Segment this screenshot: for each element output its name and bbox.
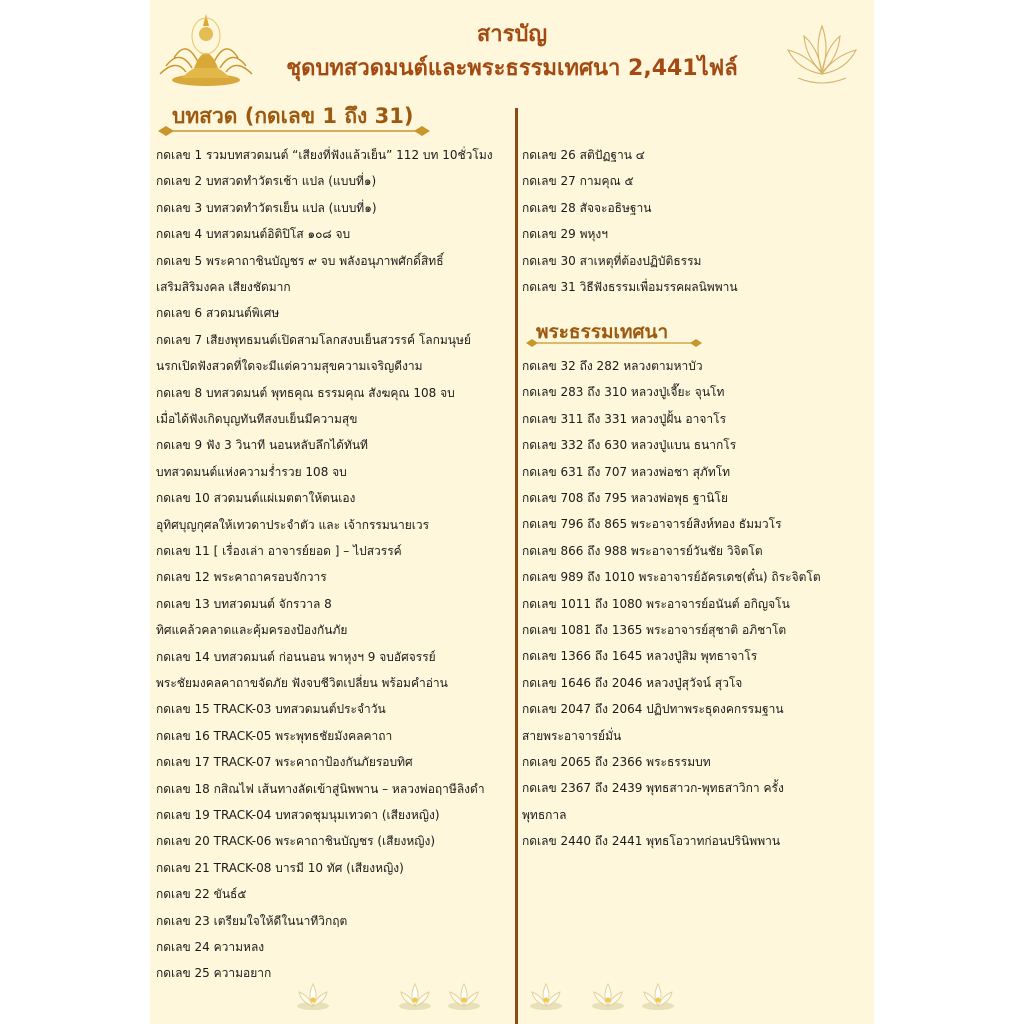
toc-page (150, 0, 874, 1024)
list-item: นรกเปิดฟังสวดที่ใดจะมีแต่ความสุขความเจริญดีงาม (156, 359, 423, 374)
list-item: กดเลข 5 พระคาถาชินบัญชร ๙ จบ พลังอนุภาพศักดิ์สิทธิ์ (156, 253, 444, 268)
list-item: กดเลข 4 บทสวดมนต์อิติปิโส ๑๐๘ จบ (156, 227, 351, 242)
list-item: กดเลข 30 สาเหตุที่ต้องปฏิบัติธรรม (522, 253, 702, 268)
list-item: พุทธกาล (522, 807, 567, 822)
lotus-flower-icon (590, 982, 626, 1012)
list-item: กดเลข 13 บทสวดมนต์ จักรวาล 8 (156, 596, 332, 611)
list-item: กดเลข 24 ความหลง (156, 940, 265, 954)
list-item: เมื่อได้ฟังเกิดบุญทันทีสงบเย็นมีความสุข (156, 412, 358, 426)
column-divider (515, 108, 518, 1024)
list-item: กดเลข 8 บทสวดมนต์ พุทธคุณ ธรรมคุณ สังฆคุณ 108 จบ (156, 385, 455, 400)
list-item: กดเลข 11 [ เรื่องเล่า อาจารย์ยอด ] – ไปสวรรค์ (156, 544, 402, 558)
list-item: กดเลข 7 เสียงพุทธมนต์เปิดสามโลกสงบเย็นสวรรค์ โลกมนุษย์ (156, 332, 471, 347)
list-item: กดเลข 631 ถึง 707 หลวงพ่อชา สุภัทโท (522, 464, 731, 479)
list-item: กดเลข 1366 ถึง 1645 หลวงปู่สิม พุทธาจาโร (522, 649, 758, 664)
sermons-heading: พระธรรมเทศนา (536, 321, 669, 343)
lotus-flower-icon (397, 982, 433, 1012)
list-item: กดเลข 1 รวมบทสวดมนต์ “เสียงที่ฟังแล้วเย็น” 112 บท 10ชั่วโมง (156, 148, 493, 162)
list-item: กดเลข 3 บทสวดทำวัตรเย็น แปล (แบบที่๑) (156, 200, 377, 215)
list-item: กดเลข 27 กามคุณ ๕ (522, 174, 634, 189)
list-item: กดเลข 19 TRACK-04 บทสวดชุมนุมเทวดา (เสียงหญิง) (156, 808, 440, 822)
list-item: กดเลข 2440 ถึง 2441 พุทธโอวาทก่อนปรินิพพาน (522, 834, 781, 849)
list-item: กดเลข 989 ถึง 1010 พระอาจารย์อัครเดช(ตั๋น) ถิระจิตโต (522, 570, 821, 585)
list-item: กดเลข 17 TRACK-07 พระคาถาป้องกันภัยรอบทิศ (156, 755, 413, 770)
list-item: กดเลข 866 ถึง 988 พระอาจารย์วันชัย วิจิตโต (522, 543, 763, 558)
list-item: กดเลข 31 วิธีฟังธรรมเพื่อมรรคผลนิพพาน (522, 280, 738, 294)
list-item: กดเลข 18 กสิณไฟ เส้นทางลัดเข้าสู่นิพพาน – หลวงพ่อฤาษีลิงดำ (156, 781, 485, 796)
list-item: กดเลข 2367 ถึง 2439 พุทธสาวก-พุทธสาวิกา ครั้ง (522, 781, 784, 796)
heading-ornament (526, 337, 702, 349)
list-item: กดเลข 32 ถึง 282 หลวงตามหาบัว (522, 359, 703, 373)
list-item: สายพระอาจารย์มั่น (522, 728, 622, 743)
list-item: กดเลข 1081 ถึง 1365 พระอาจารย์สุชาติ อภิชาโต (522, 623, 787, 637)
chants-heading: บทสวด (กดเลข 1 ถึง 31) (172, 104, 414, 128)
list-item: กดเลข 12 พระคาถาครอบจักวาร (156, 570, 327, 585)
lotus-flower-icon (295, 982, 331, 1012)
list-item: กดเลข 10 สวดมนต์แผ่เมตตาให้ตนเอง (156, 491, 356, 506)
list-item: กดเลข 311 ถึง 331 หลวงปู่ฝั้น อาจาโร (522, 411, 727, 426)
lotus-flower-icon (528, 982, 564, 1012)
list-item: กดเลข 708 ถึง 795 หลวงพ่อพุธ ฐานิโย (522, 491, 728, 505)
list-item: กดเลข 9 ฟัง 3 วินาที นอนหลับลึกได้ทันที (156, 438, 368, 453)
list-item: กดเลข 29 พหุงฯ (522, 227, 609, 242)
list-item: กดเลข 1646 ถึง 2046 หลวงปู่สุวัจน์ สุวโจ (522, 675, 743, 690)
list-item: กดเลข 332 ถึง 630 หลวงปู่แบน ธนากโร (522, 438, 737, 453)
list-item: กดเลข 2047 ถึง 2064 ปฏิปทาพระธุดงคกรรมฐาน (522, 702, 784, 717)
list-item: กดเลข 26 สติปัฏฐาน ๔ (522, 148, 645, 162)
heading-ornament (158, 124, 430, 138)
list-item: กดเลข 15 TRACK-03 บทสวดมนต์ประจำวัน (156, 702, 386, 717)
list-item: กดเลข 25 ความอยาก (156, 966, 272, 981)
list-item: กดเลข 20 TRACK-06 พระคาถาชินบัญชร (เสียงหญิง) (156, 834, 436, 849)
lotus-flower-icon (640, 982, 676, 1012)
list-item: กดเลข 23 เตรียมใจให้ดีในนาทีวิกฤต (156, 913, 348, 928)
list-item: กดเลข 2065 ถึง 2366 พระธรรมบท (522, 755, 711, 769)
list-item: กดเลข 6 สวดมนต์พิเศษ (156, 306, 280, 321)
list-item: กดเลข 16 TRACK-05 พระพุทธชัยมังคลคาถา (156, 728, 393, 743)
list-item: กดเลข 1011 ถึง 1080 พระอาจารย์อนันต์ อกิญจโน (522, 596, 790, 611)
list-item: บทสวดมนต์แห่งความร่ำรวย 108 จบ (156, 464, 347, 479)
list-item: กดเลข 14 บทสวดมนต์ ก่อนนอน พาหุงฯ 9 จบอัศจรรย์ (156, 649, 436, 664)
list-item: กดเลข 21 TRACK-08 บารมี 10 ทัศ (เสียงหญิง) (156, 860, 404, 875)
list-item: กดเลข 22 ขันธ์๕ (156, 887, 247, 902)
page-title: สารบัญ (476, 22, 548, 47)
list-item: กดเลข 2 บทสวดทำวัตรเช้า แปล (แบบที่๑) (156, 174, 377, 189)
list-item: พระชัยมงคลคาถาขจัดภัย ฟังจบชีวิตเปลี่ยน พร้อมคำอ่าน (156, 676, 448, 690)
lotus-flower-icon (446, 982, 482, 1012)
list-item: กดเลข 796 ถึง 865 พระอาจารย์สิงห์ทอง ธัมมวโร (522, 517, 782, 532)
list-item: กดเลข 28 สัจจะอธิษฐาน (522, 200, 652, 215)
list-item: กดเลข 283 ถึง 310 หลวงปู่เจี๊ยะ จุนโท (522, 385, 725, 400)
page-subtitle: ชุดบทสวดมนต์และพระธรรมเทศนา 2,441ไฟล์ (286, 56, 738, 81)
list-item: อุทิศบุญกุศลให้เทวดาประจำตัว และ เจ้ากรรมนายเวร (156, 517, 430, 532)
list-item: เสริมสิริมงคล เสียงชัดมาก (156, 280, 291, 294)
list-item: ทิศแคล้วคลาดและคุ้มครองป้องกันภัย (156, 623, 348, 638)
